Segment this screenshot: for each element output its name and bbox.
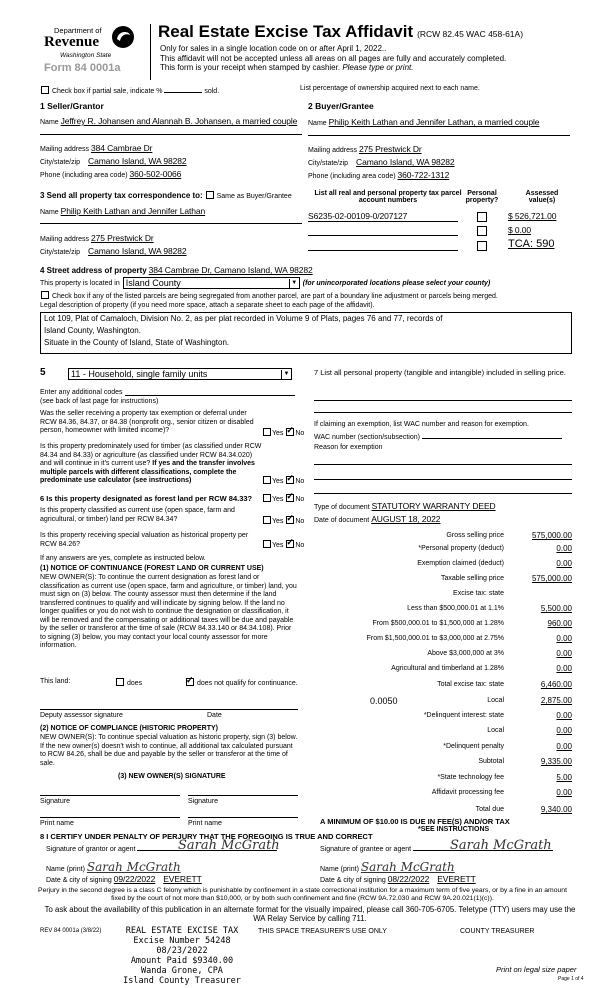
dor-swirl-icon	[110, 24, 136, 50]
tax-row-value[interactable]: 6,460.00	[540, 680, 572, 689]
buyer-name-row: Name Philip Keith Lathan and Jennifer Lathan, a married couple	[308, 117, 540, 127]
segregate-row: Check box if any of the listed parcels are being segregated from another parcel, are part of a boundary line adjustment or parcels being merged.	[40, 291, 498, 300]
buyer-name-line2[interactable]	[308, 131, 570, 136]
document-type[interactable]: STATUTORY WARRANTY DEED	[371, 501, 496, 511]
tax-row-value[interactable]: 5.00	[556, 773, 572, 782]
exemption-answer: Yes ✓ No	[262, 428, 304, 437]
buyer-city[interactable]: Camano Island, WA 98282	[356, 157, 455, 167]
parcel-row	[308, 239, 570, 253]
county-select[interactable]: Island County ▼	[123, 277, 300, 289]
treasurer-stamp: REAL ESTATE EXCISE TAX Excise Number 54248 08/23/2022 Amount Paid $9340.00 Wanda Grone, CPA Island County Treasurer	[123, 926, 241, 986]
additional-codes: Enter any additional codes (see back of last page for instructions)	[40, 389, 159, 405]
tax-row-label: *Delinquent interest: state	[423, 712, 504, 719]
tax-row-value[interactable]: 0.00	[556, 726, 572, 735]
grantee-date-row: Date & city of signing 08/22/2022 EVERETT	[320, 874, 476, 884]
property-street-address[interactable]: 384 Cambrae Dr, Camano Island, WA 98282	[148, 265, 313, 275]
seller-city-row: City/state/zip Camano Island, WA 98282	[40, 156, 187, 166]
local-rate: 0.0050	[370, 696, 398, 706]
current-use-yes-checkbox[interactable]	[263, 516, 271, 524]
wac-row: WAC number (section/subsection)	[314, 434, 562, 441]
parcel-number[interactable]	[308, 239, 458, 251]
legal-size-note: Print on legal size paper	[496, 965, 577, 974]
wac-number-input[interactable]	[422, 438, 562, 439]
tax-row-label: Subtotal	[478, 758, 504, 765]
forest-question: 6 Is this property designated as forest land per RCW 84.33?	[40, 494, 253, 503]
forest-yes-checkbox[interactable]	[263, 494, 271, 502]
grantee-signature[interactable]: Sarah McGrath	[450, 838, 552, 853]
exemption-reason-line[interactable]	[314, 458, 572, 465]
parcels-header: List all real and personal property tax parcel account numbers	[314, 190, 462, 204]
tax-table	[314, 530, 576, 860]
grantor-printed-name[interactable]: Sarah McGrath	[86, 860, 181, 874]
new-owner-signature-heading: (3) NEW OWNER(S) SIGNATURE	[118, 773, 226, 780]
exemption-reason-line[interactable]	[314, 473, 572, 480]
send-mailing-address[interactable]: 275 Prestwick Dr	[90, 233, 154, 243]
grantor-signature[interactable]: Sarah McGrath	[178, 838, 280, 853]
legal-description-label: Legal description of property (if you need more space, attach a separate sheet to each page of the affidavit).	[40, 302, 375, 309]
personal-property-line[interactable]	[314, 404, 572, 413]
tax-row-value[interactable]: 5,500.00	[540, 604, 572, 613]
page-number: Page 1 of 4	[558, 976, 584, 982]
tax-row-value[interactable]: 0.00	[556, 559, 572, 568]
chevron-down-icon: ▼	[281, 370, 291, 379]
buyer-mail-row: Mailing address 275 Prestwick Dr	[308, 144, 422, 154]
personal-property-checkbox[interactable]	[477, 241, 487, 251]
header-instructions: Only for sales in a single location code on or after April 1, 2022.. This affidavit will not be accepted unless all areas on all pages are fully and accurately completed. This form is your receipt when stamped by cashier. Please type or print.	[160, 44, 507, 72]
parcel-row	[308, 225, 570, 237]
grantee-signature-row: Signature of grantee or agent	[320, 846, 576, 853]
new-owner-signature-line-1[interactable]	[40, 783, 180, 796]
dor-agency-text: Revenue	[44, 34, 99, 50]
exemption-yes-checkbox[interactable]	[263, 428, 271, 436]
tax-row-value[interactable]: 0.00	[556, 649, 572, 658]
land-use-code-select[interactable]: 11 - Household, single family units ▼	[68, 368, 292, 380]
buyer-phone-row: Phone (including area code) 360-722-1312	[308, 170, 450, 180]
personal-property-header: Personal property?	[465, 190, 499, 204]
assessed-value[interactable]: $ 0.00	[508, 225, 532, 235]
send-name[interactable]: Philip Keith Lathan and Jennifer Lathan	[60, 206, 206, 216]
tax-row-value[interactable]: 575,000.00	[531, 531, 572, 540]
send-heading-row: 3 Send all property tax correspondence to: Same as Buyer/Grantee	[40, 191, 292, 200]
grantor-signature-row: Signature of grantor or agent	[46, 846, 302, 853]
deputy-signature-line[interactable]	[40, 701, 298, 710]
personal-property-checkbox[interactable]	[477, 212, 487, 222]
timber-no-checkbox[interactable]	[286, 476, 294, 484]
signature-label: Signature	[40, 798, 70, 805]
tax-row-label: Agricultural and timberland at 1.28%	[391, 665, 504, 672]
seller-name-row: Name Jeffrey R. Johansen and Alannah B. Johansen, a married couple	[40, 116, 298, 126]
partial-sale-percent[interactable]	[164, 92, 202, 93]
grantor-date-row: Date & city of signing 09/22/2022 EVERETT	[46, 874, 202, 884]
send-mail-row: Mailing address 275 Prestwick Dr	[40, 233, 154, 243]
ownership-note: List percentage of ownership acquired next to each name.	[300, 85, 480, 92]
grantor-name-row: Name (print) Sarah McGrath	[46, 860, 181, 874]
historic-yes-checkbox[interactable]	[263, 540, 271, 548]
dor-state-text: Washington State	[60, 52, 112, 59]
notice-continuance-body: NEW OWNER(S): To continue the current designation as forest land or classification as current use (open space, farm and agriculture, or timber) land, you must sign on (3) below. The county assessor must then determine if the land transferred continues to qualify and will indicate by signing below. If the land no longer qualifies or you do not wish to continue the designation or classification, it will be removed and the compensating or additional taxes will be due and payable by the seller or transferor at the time of sale (RCW 84.33.140 or 84.34.108). Prior to signing (3) below, you may contact your local county assessor for more information.	[40, 574, 297, 649]
print-name-label: Print name	[40, 820, 74, 827]
chevron-down-icon: ▼	[289, 279, 299, 288]
tax-row-label: Gross selling price	[446, 532, 504, 539]
buyer-heading: 2 Buyer/Grantee	[308, 101, 374, 111]
grantee-printed-name[interactable]: Sarah McGrath	[360, 860, 455, 874]
tax-row-label: Local	[487, 697, 504, 704]
exemption-reason-line[interactable]	[314, 487, 572, 494]
tax-row-label: Excise tax: state	[453, 590, 504, 597]
personal-property-checkbox[interactable]	[477, 226, 487, 236]
seller-heading: 1 Seller/Grantor	[40, 101, 104, 111]
land-does-not-checkbox[interactable]	[186, 678, 194, 686]
legal-description-box[interactable]: Lot 109, Plat of Camaloch, Division No. 2, as per plat recorded in Volume 9 of Plats, pages 76 and 77, records of Island County, Washington. Situate in the County of Island, State of Washington.	[40, 312, 572, 354]
this-land-row: This land: does ✓ does not qualify for continuance.	[40, 678, 302, 685]
tax-row-value[interactable]: 0.00	[556, 711, 572, 720]
tax-row-label: Above $3,000,000 at 3%	[427, 650, 504, 657]
historic-no-checkbox[interactable]	[286, 540, 294, 548]
see-instructions-note: *SEE INSTRUCTIONS	[418, 826, 490, 833]
seller-name-line2[interactable]	[40, 130, 302, 135]
forest-answer: Yes ✓ No	[262, 494, 304, 503]
grantee-date[interactable]: 08/22/2022	[387, 874, 430, 884]
document-date[interactable]: AUGUST 18, 2022	[371, 514, 441, 524]
print-name-line-2[interactable]	[188, 805, 298, 818]
tca-value[interactable]: TCA: 590	[508, 238, 555, 250]
current-use-answer: Yes ✓ No	[262, 516, 304, 525]
exemption-no-checkbox[interactable]	[286, 428, 294, 436]
partial-sale-row: Check box if partial sale, indicate % sold.	[40, 86, 219, 95]
forest-no-checkbox[interactable]	[286, 494, 294, 502]
total-due-value[interactable]: 9,340.00	[540, 805, 572, 814]
seller-mail-row: Mailing address 384 Cambrae Dr	[40, 143, 153, 153]
exemption-claim-note: If claiming an exemption, list WAC number and reason for exemption.	[314, 421, 529, 428]
tax-row-label: *Delinquent penalty	[443, 743, 504, 750]
accessibility-notice: To ask about the availability of this publication in an alternate format for the visually impaired, please call 360-705-6705. Teletype (TTY) users may use the WA Relay Service by calling 711.	[44, 905, 576, 923]
header-divider	[150, 24, 151, 80]
tax-row-value[interactable]: 0.00	[556, 634, 572, 643]
grantee-city[interactable]: EVERETT	[437, 874, 476, 884]
form-number: Form 84 0001a	[44, 62, 121, 74]
buyer-name[interactable]: Philip Keith Lathan and Jennifer Lathan, a married couple	[328, 117, 540, 127]
notice-compliance-heading: (2) NOTICE OF COMPLIANCE (HISTORIC PROPERTY)	[40, 725, 218, 732]
segregate-checkbox[interactable]	[41, 291, 49, 299]
tax-row-value[interactable]: 575,000.00	[531, 574, 572, 583]
tax-row-label: Total due	[475, 806, 504, 813]
tax-row-label: *State technology fee	[437, 774, 504, 781]
buyer-mailing-address[interactable]: 275 Prestwick Dr	[358, 144, 422, 154]
notice-compliance-body: NEW OWNER(S): To continue special valuation as historic property, sign (3) below. If the new owner(s) doesn't wish to continue, all additional tax calculated pursuant to RCW 84.26, shall be due and payable by the seller or transferor at the time of sale.	[40, 734, 298, 767]
rcw-ref: (RCW 82.45 WAC 458-61A)	[417, 29, 524, 39]
timber-question: Is this property predominately used for timber (as classified under RCW 84.34 and 84.33) or agriculture (as classified under RCW 84.34.020) and will continue in it's current use? If yes and the transfer involves multiple parcels with different classifications, complete the predominate use calculator (see instructions)	[40, 443, 262, 484]
tax-row-label: Exemption claimed (deduct)	[417, 560, 504, 567]
tax-row-label: Taxable selling price	[440, 575, 504, 582]
tax-row-label: Total excise tax: state	[437, 681, 504, 688]
notice-continuance-heading: (1) NOTICE OF CONTINUANCE (FOREST LAND OR CURRENT USE)	[40, 565, 264, 572]
send-city[interactable]: Camano Island, WA 98282	[88, 246, 187, 256]
tax-row-value[interactable]: 0.00	[556, 742, 572, 751]
buyer-phone[interactable]: 360-722-1312	[397, 170, 450, 180]
certify-heading: 8 I CERTIFY UNDER PENALTY OF PERJURY THAT THE FOREGOING IS TRUE AND CORRECT	[40, 832, 373, 841]
seller-mailing-address[interactable]: 384 Cambrae Dr	[90, 143, 153, 153]
tax-row-label: *Personal property (deduct)	[418, 545, 504, 552]
signature-label: Signature	[188, 798, 218, 805]
seller-phone-row: Phone (including area code) 360-502-0066	[40, 169, 182, 179]
county-treasurer-label: COUNTY TREASURER	[460, 928, 535, 935]
personal-property-line[interactable]	[314, 392, 572, 401]
document-date-row: Date of document AUGUST 18, 2022	[314, 514, 441, 524]
treasurer-use-only: THIS SPACE TREASURER'S USE ONLY	[258, 928, 387, 935]
tax-row-label: Affidavit processing fee	[431, 789, 504, 796]
tax-row-label: Local	[487, 727, 504, 734]
historic-answer: Yes ✓ No	[262, 540, 304, 549]
tax-row-value[interactable]: 0.00	[556, 664, 572, 673]
form-title: Real Estate Excise Tax Affidavit (RCW 82.45 WAC 458-61A)	[158, 22, 524, 41]
current-use-question: Is this property classified as current use (open space, farm and agricultural, or timber) land per RCW 84.34?	[40, 507, 235, 523]
deputy-signature-label: Deputy assessor signature	[40, 712, 123, 719]
minimum-fee-note: A MINIMUM OF $10.00 IS DUE IN FEE(S) AND/OR TAX	[320, 817, 510, 826]
tax-row-value[interactable]: 2,875.00	[540, 696, 572, 705]
grantor-city[interactable]: EVERETT	[163, 874, 202, 884]
print-name-label: Print name	[188, 820, 222, 827]
perjury-notice: Perjury in the second degree is a class C felony which is punishable by confinement in a state correctional institution for a maximum term of five years, or by a fine in an amount fixed by the court of not more than $10,000, or by both such confinement and fine (RCW 9A.72.030 and RCW 9A.20.021(1)(c)).	[38, 887, 567, 902]
print-name-line-1[interactable]	[40, 805, 180, 818]
tax-row-value[interactable]: 960.00	[547, 619, 572, 628]
grantor-date[interactable]: 09/22/2022	[113, 874, 156, 884]
section-5-number: 5	[40, 367, 46, 378]
buyer-city-row: City/state/zip Camano Island, WA 98282	[308, 157, 455, 167]
grantee-name-row: Name (print) Sarah McGrath	[320, 860, 455, 874]
tax-row-value[interactable]: 0.00	[556, 544, 572, 553]
seller-city[interactable]: Camano Island, WA 98282	[88, 156, 187, 166]
document-type-row: Type of document STATUTORY WARRANTY DEED	[314, 501, 496, 511]
tax-row-value[interactable]: 0.00	[556, 788, 572, 797]
current-use-no-checkbox[interactable]	[286, 516, 294, 524]
send-name-line2[interactable]	[40, 219, 302, 224]
land-does-checkbox[interactable]	[116, 678, 124, 686]
revision-code: REV 84 0001a (3/8/22)	[40, 928, 102, 934]
tax-row-label: Less than $500,000.01 at 1.1%	[407, 605, 504, 612]
tax-row-label: From $1,500,000.01 to $3,000,000 at 2.75%	[366, 635, 504, 642]
same-as-buyer-checkbox[interactable]	[206, 191, 214, 199]
timber-yes-checkbox[interactable]	[263, 476, 271, 484]
exemption-question: Was the seller receiving a property tax exemption or deferral under RCW 84.36, 84.37, or 84.38 (nonprofit org., senior citizen or disabled person, homeowner with limited income)?	[40, 410, 254, 434]
seller-phone[interactable]: 360-502-0066	[129, 169, 182, 179]
tax-row-value[interactable]: 9,335.00	[540, 757, 572, 766]
located-row: This property is located in Island County ▼ (for unincorporated locations please select your county)	[40, 278, 491, 288]
partial-sale-checkbox[interactable]	[41, 86, 49, 94]
parcel-number[interactable]: S6235-02-00109-0/207127	[308, 211, 458, 222]
dor-dept-text: Department of	[54, 26, 102, 35]
exemption-reason-label: Reason for exemption	[314, 444, 383, 451]
new-owner-signature-line-2[interactable]	[188, 783, 298, 796]
personal-property-heading: 7 List all personal property (tangible and intangible) included in selling price.	[314, 368, 566, 377]
parcel-number[interactable]	[308, 225, 458, 236]
send-city-row: City/state/zip Camano Island, WA 98282	[40, 246, 187, 256]
assessed-value[interactable]: $ 526,721.00	[508, 211, 557, 221]
historic-question: Is this property receiving special valuation as historical property per RCW 84.26?	[40, 532, 249, 548]
seller-name[interactable]: Jeffrey R. Johansen and Alannah B. Johansen, a married couple	[60, 116, 298, 126]
street-address-row: 4 Street address of property 384 Cambrae Dr, Camano Island, WA 98282	[40, 265, 313, 275]
timber-answer: Yes ✓ No	[262, 476, 304, 485]
deputy-date-label: Date	[207, 712, 222, 719]
assessed-value-header: Assessed value(s)	[525, 190, 559, 204]
send-name-row: Name Philip Keith Lathan and Jennifer Lathan	[40, 206, 206, 216]
parcel-row	[308, 211, 570, 223]
additional-codes-input[interactable]	[125, 388, 295, 396]
dor-logo	[40, 22, 150, 78]
tax-row-label: From $500,000.01 to $1,500,000 at 1.28%	[372, 620, 504, 627]
yes-note: If any answers are yes, complete as instructed below.	[40, 555, 206, 562]
